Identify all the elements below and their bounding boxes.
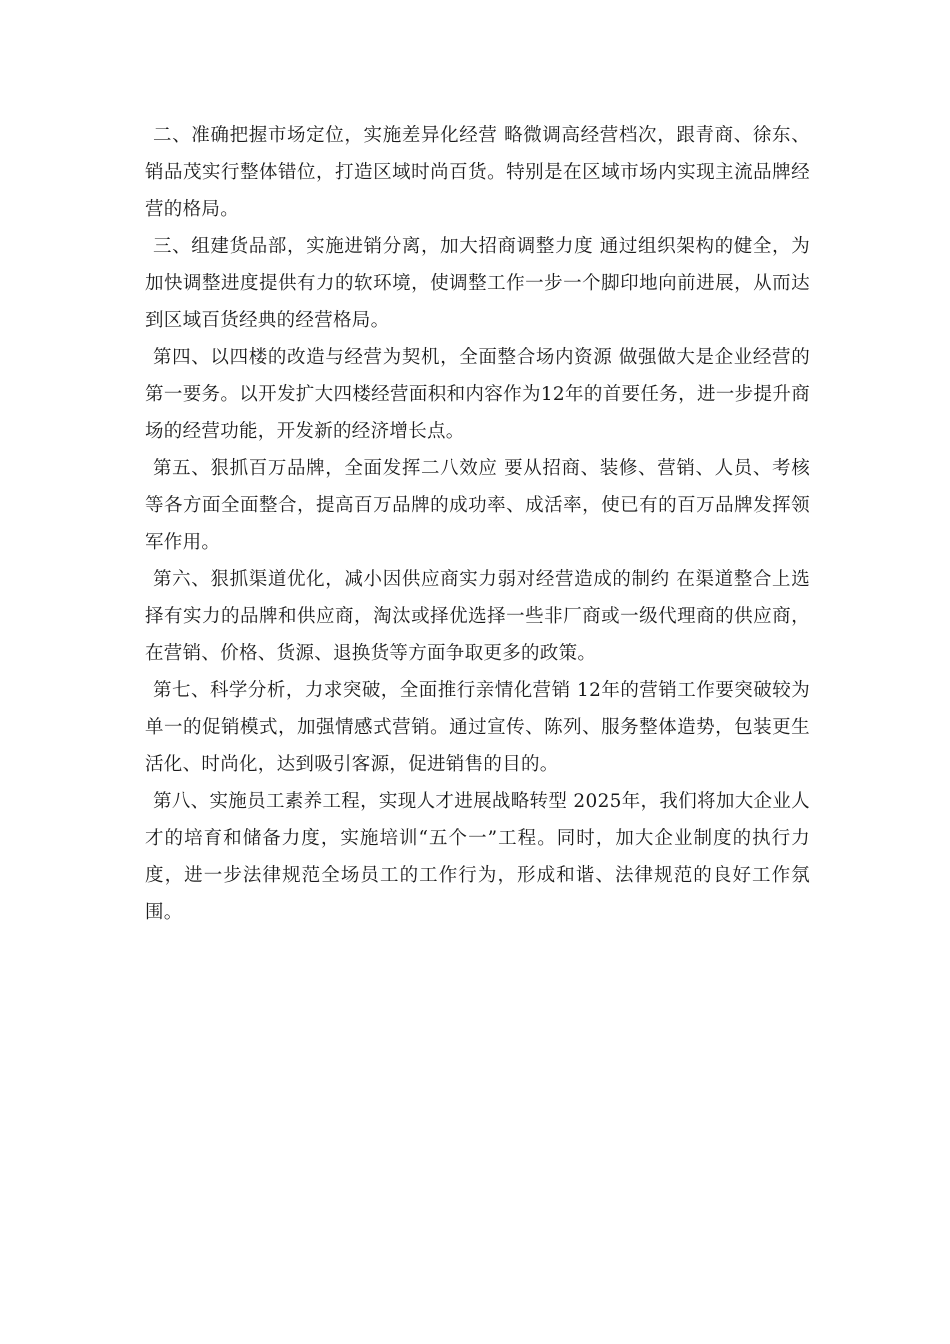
paragraph-purchasing-dept: 三、组建货品部，实施进销分离，加大招商调整力度 通过组织架构的健全，为加快调整进度提供有力的软环境，使调整工作一步一个脚印地向前进展，从而达到区域百货经典的经营格局。 bbox=[145, 236, 810, 331]
paragraph-fourth-floor: 第四、以四楼的改造与经营为契机，全面整合场内资源 做强做大是企业经营的第一要务。以开发扩大四楼经营面积和内容作为12年的首要任务，进一步提升商场的经营功能，开发新的经济增长点。 bbox=[145, 347, 810, 442]
paragraph-channel-optimization: 第六、狠抓渠道优化，减小因供应商实力弱对经营造成的制约 在渠道整合上选择有实力的品牌和供应商，淘汰或择优选择一些非厂商或一级代理商的供应商，在营销、价格、货源、退换货等方面争取更多的政策。 bbox=[145, 569, 810, 664]
document-body bbox=[145, 117, 810, 931]
paragraph-staff-quality: 第八、实施员工素养工程，实现人才进展战略转型 2025年，我们将加大企业人才的培育和储备力度，实施培训“五个一”工程。同时，加大企业制度的执行力度，进一步法律规范全场员工的工作行为，形成和谐、法律规范的良好工作氛围。 bbox=[145, 791, 810, 923]
paragraph-positioning: 二、准确把握市场定位，实施差异化经营 略微调高经营档次，跟青商、徐东、销品茂实行整体错位，打造区域时尚百货。特别是在区域市场内实现主流品牌经营的格局。 bbox=[145, 125, 810, 220]
paragraph-million-brands: 第五、狠抓百万品牌，全面发挥二八效应 要从招商、装修、营销、人员、考核等各方面全面整合，提高百万品牌的成功率、成活率，使已有的百万品牌发挥领军作用。 bbox=[145, 458, 810, 553]
paragraph-marketing: 第七、科学分析，力求突破，全面推行亲情化营销 12年的营销工作要突破较为单一的促销模式，加强情感式营销。通过宣传、陈列、服务整体造势，包装更生活化、时尚化，达到吸引客源，促进销售的目的。 bbox=[145, 680, 810, 775]
